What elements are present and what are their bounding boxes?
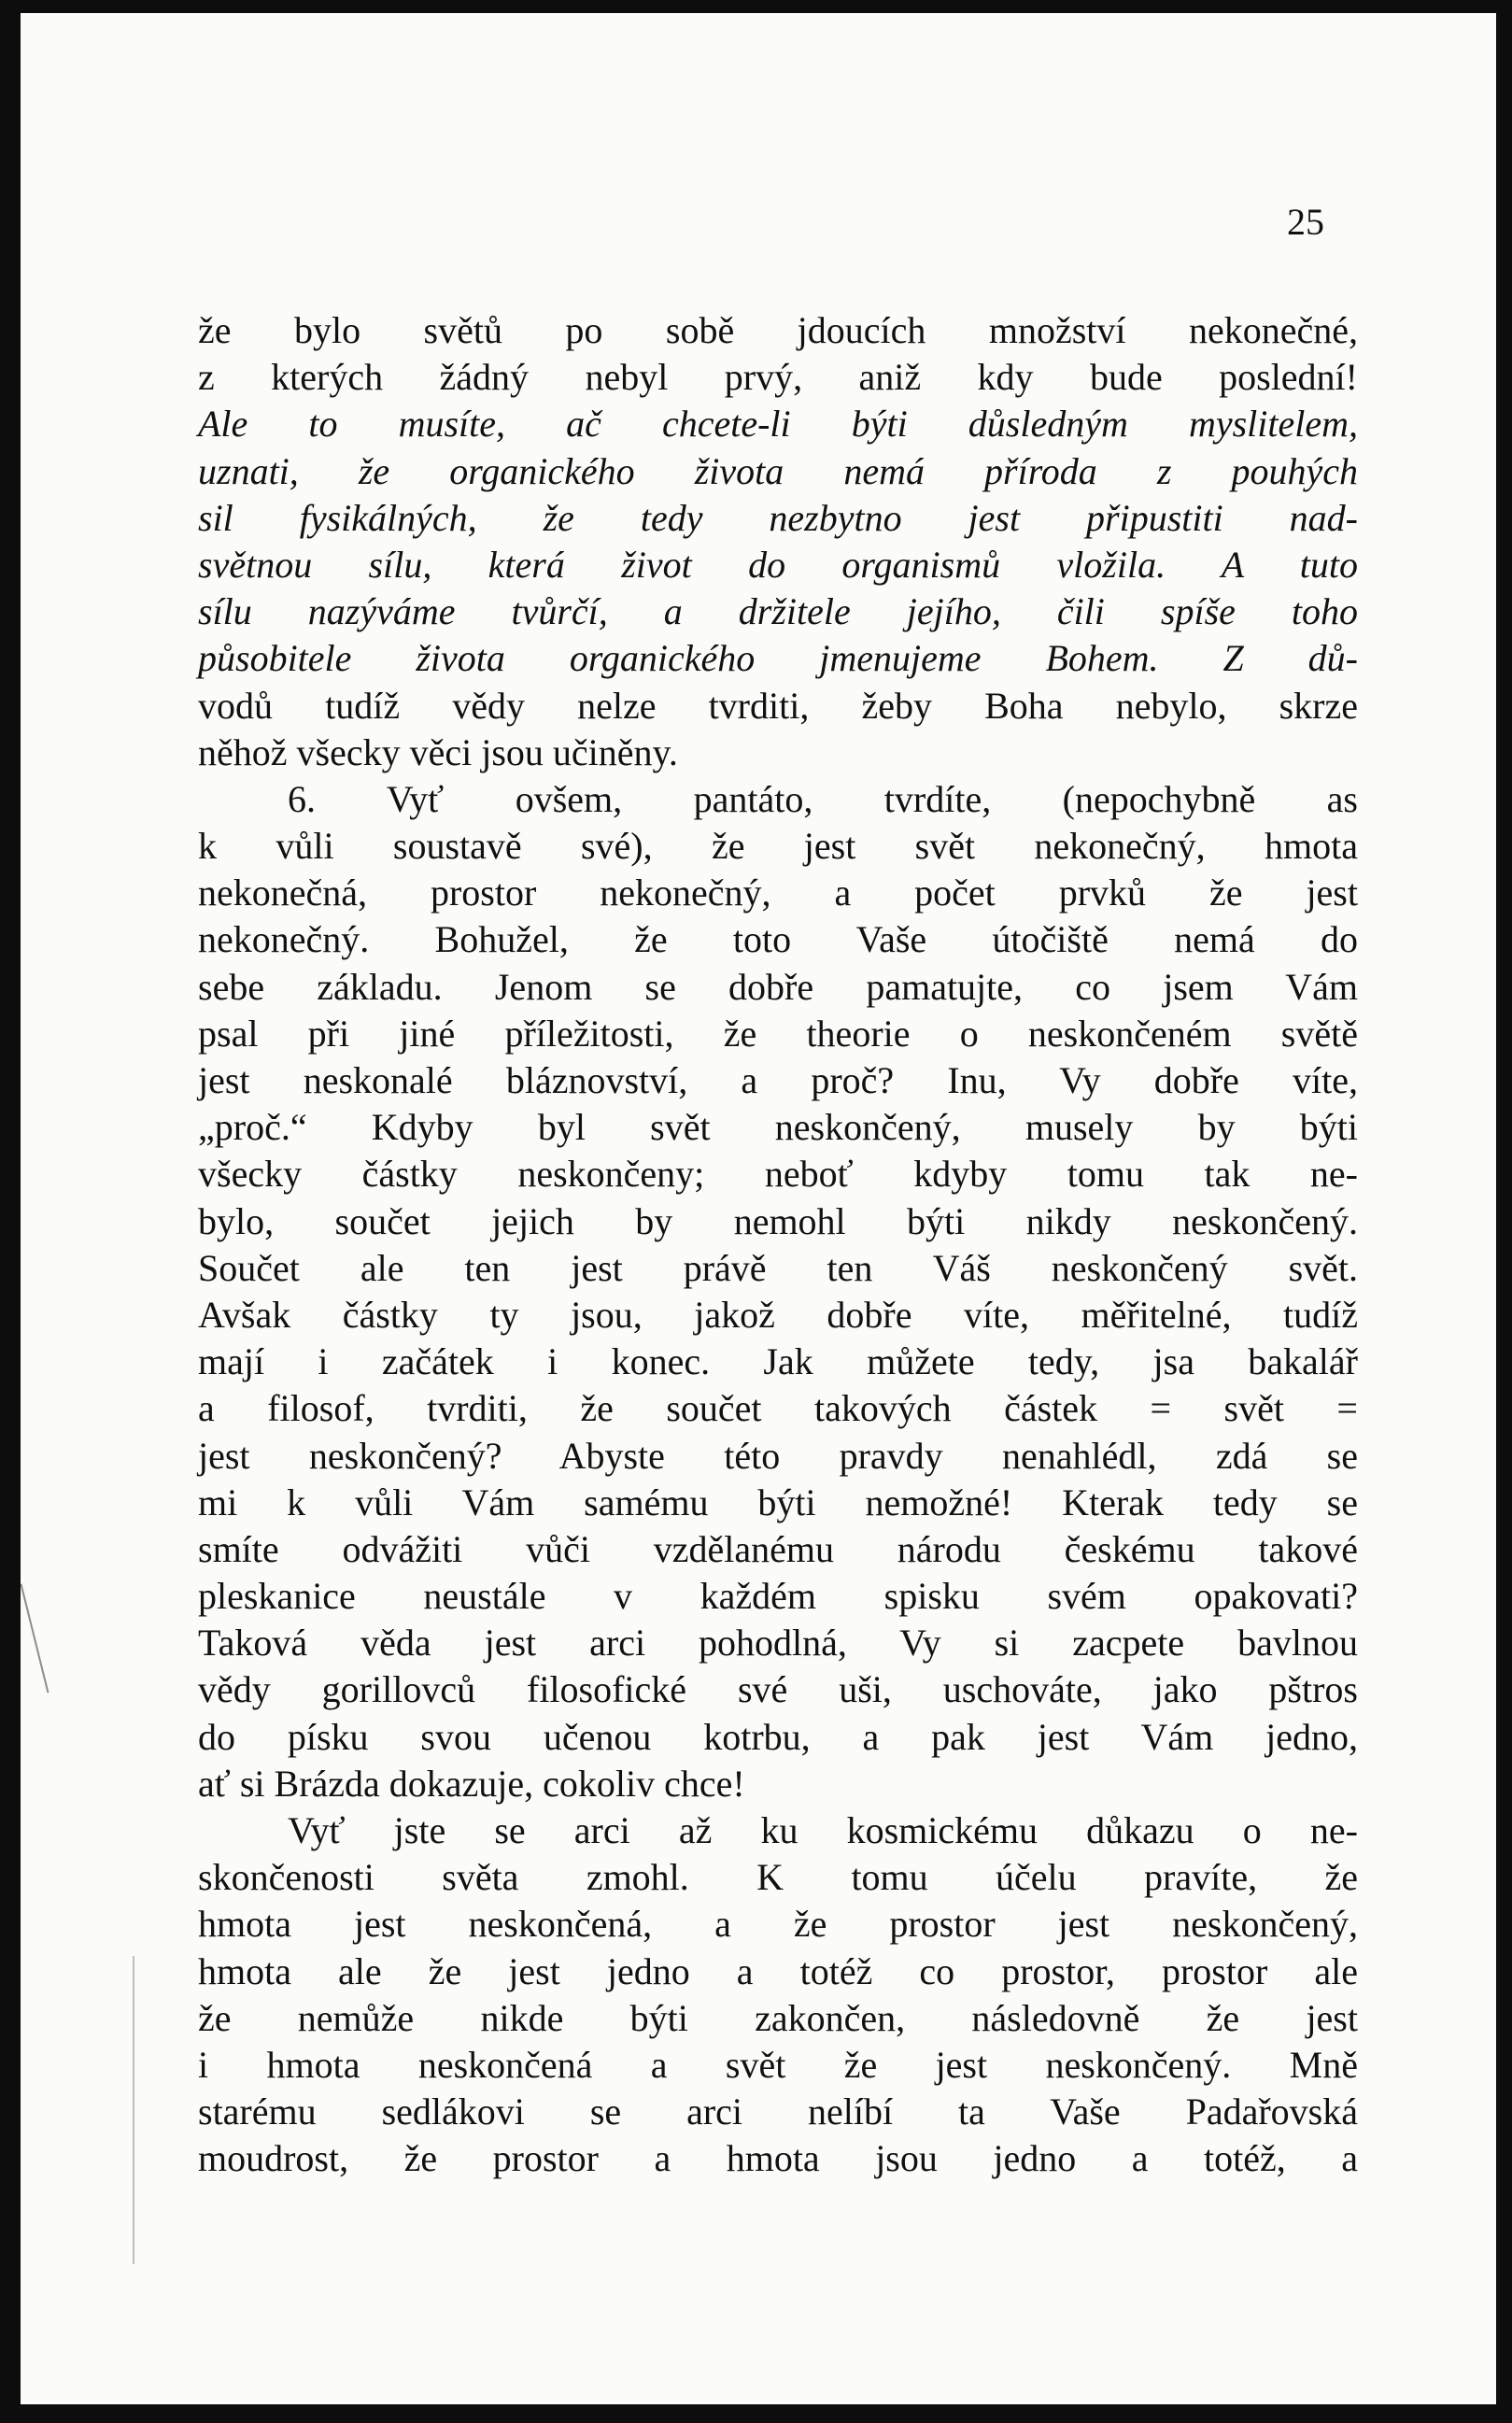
text-line: hmota jest neskončená, a že prostor jest neskončený, xyxy=(198,1903,1358,1946)
text-line: skončenosti světa zmohl. K tomu účelu pravíte, že xyxy=(198,1856,1358,1899)
text-line: Vyť jste se arci až ku kosmickému důkazu o ne- xyxy=(288,1809,1358,1851)
text-line: mi k vůli Vám samému býti nemožné! Kterak tedy se xyxy=(198,1481,1358,1523)
text-line: bylo, součet jejich by nemohl býti nikdy neskončený. xyxy=(198,1199,1358,1242)
text-line: že nemůže nikde býti zakončen, následovně že jest xyxy=(198,1996,1358,2039)
text-line: i hmota neskončená a svět že jest neskončený. Mně xyxy=(198,2043,1358,2086)
text-line: sebe základu. Jenom se dobře pamatujte, co jsem Vám xyxy=(198,965,1358,1008)
text-line: Avšak částky ty jsou, jakož dobře víte, měřitelné, tudíž xyxy=(198,1293,1358,1336)
text-line: mají i začátek i konec. Jak můžete tedy, jsa bakalář xyxy=(198,1340,1358,1383)
text-line: z kterých žádný nebyl prvý, aniž kdy bude poslední! xyxy=(198,356,1358,399)
text-line: k vůli soustavě své), že jest svět nekonečný, hmota xyxy=(198,825,1358,868)
text-line: Ale to musíte, ač chcete-li býti důsledným myslitelem, xyxy=(198,403,1358,446)
text-line: něhož všecky věci jsou učiněny. xyxy=(198,730,678,773)
text-line: Taková věda jest arci pohodlná, Vy si zacpete bavlnou xyxy=(198,1622,1358,1665)
text-line: všecky částky neskončeny; neboť kdyby tomu tak ne- xyxy=(198,1153,1358,1196)
text-line: do písku svou učenou kotrbu, a pak jest Vám jedno, xyxy=(198,1715,1358,1758)
text-line: hmota ale že jest jedno a totéž co prostor, prostor ale xyxy=(198,1949,1358,1992)
left-margin-mark xyxy=(21,1584,49,1693)
text-line: pleskanice neustále v každém spisku svém opakovati? xyxy=(198,1575,1358,1618)
text-line: nekonečný. Bohužel, že toto Vaše útočiště nemá do xyxy=(198,918,1358,961)
text-line: moudrost, že prostor a hmota jsou jedno a totéž, a xyxy=(198,2137,1358,2180)
text-line: a filosof, tvrditi, že součet takových částek = svět = xyxy=(198,1387,1358,1430)
text-line: ať si Brázda dokazuje, cokoliv chce! xyxy=(198,1762,745,1805)
text-line: vodů tudíž vědy nelze tvrditi, žeby Boha nebylo, skrze xyxy=(198,684,1358,727)
left-margin-mark xyxy=(133,1956,134,2264)
text-line: vědy gorillovců filosofické své uši, uschováte, jako pštros xyxy=(198,1668,1358,1711)
body-text xyxy=(198,307,1358,2183)
text-line: starému sedlákovi se arci nelíbí ta Vaše Padařovská xyxy=(198,2090,1358,2133)
text-line: nekonečná, prostor nekonečný, a počet prvků že jest xyxy=(198,871,1358,914)
text-line: psal při jiné příležitosti, že theorie o neskončeném světě xyxy=(198,1012,1358,1055)
text-line: jest neskonalé bláznovství, a proč? Inu, Vy dobře víte, xyxy=(198,1059,1358,1101)
text-line: smíte odvážiti vůči vzdělanému národu českému takové xyxy=(198,1527,1358,1570)
text-line: světnou sílu, která život do organismů vložila. A tuto xyxy=(198,543,1358,586)
text-line: působitele života organického jmenujeme Bohem. Z dů- xyxy=(198,637,1358,680)
text-line: sil fysikálných, že tedy nezbytno jest připustiti nad- xyxy=(198,496,1358,539)
book-page xyxy=(21,13,1496,2404)
text-line: 6. Vyť ovšem, pantáto, tvrdíte, (nepochybně as xyxy=(288,777,1358,820)
text-line: jest neskončený? Abyste této pravdy nenahlédl, zdá se xyxy=(198,1434,1358,1477)
text-line: sílu nazýváme tvůrčí, a držitele jejího, čili spíše toho xyxy=(198,590,1358,633)
text-line: že bylo světů po sobě jdoucích množství nekonečné, xyxy=(198,309,1358,351)
text-line: „proč.“ Kdyby byl svět neskončený, musely by býti xyxy=(198,1106,1358,1149)
page-number: 25 xyxy=(1287,201,1324,243)
text-line: Součet ale ten jest právě ten Váš neskončený svět. xyxy=(198,1246,1358,1289)
text-line: uznati, že organického života nemá příroda z pouhých xyxy=(198,449,1358,492)
